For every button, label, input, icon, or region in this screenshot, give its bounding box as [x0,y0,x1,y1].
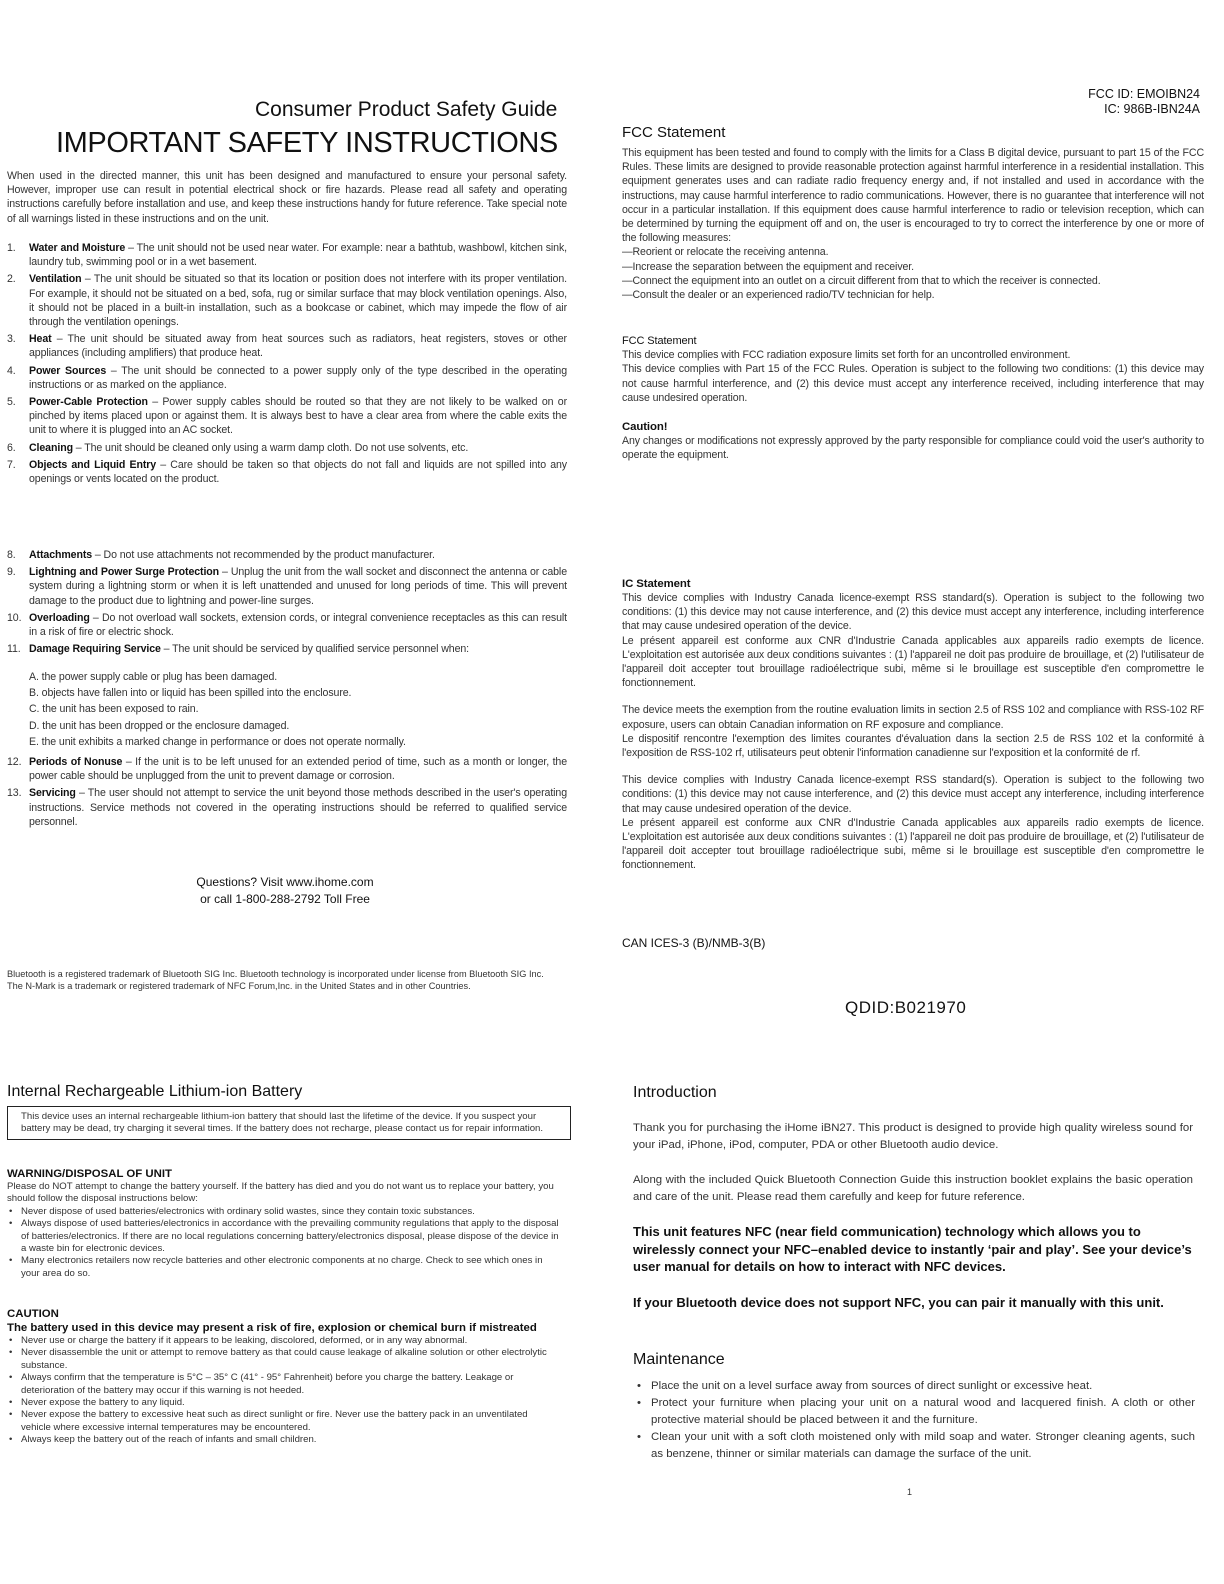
fcc-statement-heading: FCC Statement [622,124,726,141]
safety-instructions-title: IMPORTANT SAFETY INSTRUCTIONS [56,127,558,159]
safety-item-label: Power Sources [29,364,107,377]
safety-item-number: 8. [7,549,16,561]
qdid-label: QDID:B021970 [845,998,967,1017]
safety-item-label: Power-Cable Protection [29,396,148,409]
ic-en-1: This device complies with Industry Canada licence-exempt RSS standard(s). Operation is subject to the following two conditions: (1) this device may not cause interference, and (2) this device must accept any interference, including interference that may cause undesired operation of the device. [622,592,1204,633]
caution-bullets [7,1335,552,1447]
safety-item-label: Overloading [29,611,90,624]
warning-section [7,1167,562,1280]
warning-bullet: • Never dispose of used batteries/electronics with ordinary solid wastes, since they contain toxic substances. [7,1206,562,1218]
safety-item [7,332,567,360]
rss-en: The device meets the exemption from the routine evaluation limits in section 2.5 of RSS 102 and compliance with RSS-102 RF exposure, users can obtain Canadian information on RF exposure and compliance. [622,704,1204,731]
caution-heading: Caution! [622,421,668,433]
safety-item-text: – Unplug the unit from the wall socket and disconnect the antenna or cable system during a lightning storm or when it is left unattended and unused for long periods of time. This will prevent damage to the product due to lightning and power-line surges. [29,566,567,607]
safety-item-number: 7. [7,458,16,471]
fcc-id: FCC ID: EMOIBN24 [1088,87,1200,101]
safety-item-number: 11. [7,643,21,656]
fcc2-line1: This device complies with FCC radiation exposure limits set forth for an uncontrolled environment. [622,349,1071,362]
fcc-statement-body [622,146,1204,302]
fcc-measure: —Consult the dealer or an experienced radio/TV technician for help. [622,289,935,302]
safety-item-text: – The unit should be cleaned only using a warm damp cloth. Do not use solvents, etc. [72,441,469,454]
safety-item [7,565,567,608]
safety-item-text: – Care should be taken so that objects do not fall and liquids are not spilled into any openings or vents located on the product. [29,458,567,486]
safety-item [7,786,567,829]
contact-phone: or call 1-800-288-2792 Toll Free [200,892,370,906]
safety-list-3 [7,755,567,832]
safety-item-text: – Do not overload wall sockets, extension cords, or integral convenience receptacles as this can result in a risk of fire or electric shock. [29,611,567,639]
caution-bullet: • Never expose the battery to any liquid. [7,1397,552,1409]
introduction-heading: Introduction [633,1084,717,1101]
nfc-trademark: The N-Mark is a trademark or registered trademark of NFC Forum,Inc. in the United States and in other Countries. [7,981,471,992]
caution-bullet: • Never expose the battery to excessive heat such as direct sunlight or fire. Never use the battery pack in an unventilated vehicle where excessive internal temperatures may be encountered. [7,1409,552,1434]
warning-bullets [7,1206,562,1280]
caution-bullet: • Always confirm that the temperature is 5°C – 35° C (41° - 95° Fahrenheit) before you charge the battery. Leakage or deterioration of the battery may occur if this warning is not heeded. [7,1372,552,1397]
safety-item-text: – If the unit is to be left unused for an extended period of time, such as a month or longer, the power cable should be unplugged from the unit to prevent damage or corrosion. [29,756,568,783]
safety-item-number: 12. [7,756,22,768]
ic-id: IC: 986B-IBN24A [1104,102,1200,116]
safety-item-number: 2. [7,273,16,286]
contact-website: Questions? Visit www.ihome.com [196,875,374,889]
safety-item [7,458,567,486]
fcc-body-text: This equipment has been tested and found to comply with the limits for a Class B digital device, pursuant to part 15 of the FCC Rules. These limits are designed to provide reasonable protection against harmful interference in a residential installation. This equipment generates uses and can radiate radio frequency energy and, if not installed and used in accordance with the instructions, may cause harmful interference to radio communications. However, there is no guarantee that interference will not occur in a particular installation. If this equipment does cause harmful interference to radio or television reception, which can be determined by turning the equipment off and on, the user is encouraged to try to correct the interference by one or more of the following measures: [622,147,1204,245]
battery-heading: Internal Rechargeable Lithium-ion Battery [7,1083,303,1100]
caution-body: Any changes or modifications not expressly approved by the party responsible for compliance could void the user's authority to operate the equipment. [622,435,1204,462]
contact-info [150,874,420,908]
safety-item [7,642,567,656]
fcc2-line2: This device complies with Part 15 of the FCC Rules. Operation is subject to the following two conditions: (1) this device may not cause harmful interference, and (2) this device must accept any interference received, including interference that may cause undesired operation. [622,363,1204,404]
safety-item [7,548,567,562]
caution-bullet: • Always keep the battery out of the reach of infants and small children. [7,1434,552,1446]
battery-info-text: This device uses an internal rechargeable lithium-ion battery that should last the lifetime of the device. If you suspect your battery may be dead, try charging it several times. If the battery does not recharge, please contact us for repair information. [21,1111,544,1135]
battery-caution-heading: CAUTION [7,1308,59,1320]
caution-bullet: • Never use or charge the battery if it appears to be leaking, discolored, deformed, or in any way abnormal. [7,1335,552,1347]
fcc-statement-2 [622,334,1204,405]
battery-info-box [7,1106,571,1140]
page-number: 1 [907,1487,913,1497]
safety-item-text: – The user should not attempt to service the unit beyond those methods described in the user's operating instructions. Service methods not covered in the operating instructions should be referred to qualified service personnel. [29,787,567,828]
safety-item [7,272,567,329]
safety-item-text: – The unit should not be used near water. For example: near a bathtub, washbowl, kitchen sink, laundry tub, swimming pool or in a wet basement. [29,242,567,269]
nfc-notice [633,1223,1198,1311]
safety-item-label: Ventilation [29,273,82,286]
safety-item-text: – The unit should be situated so that its location or position does not interfere with its proper ventilation. For example, it should not be situated on a bed, sofa, rug or similar surface that may block ventilation openings. Also, it should not be placed in a built-in installation, such as a bookcase or cabinet, which may impede the flow of air through the ventilation openings. [29,273,567,329]
safety-item-number: 6. [7,441,16,454]
safety-item-number: 10. [7,611,22,624]
maintenance-bullets [633,1378,1195,1463]
warning-heading: WARNING/DISPOSAL OF UNIT [7,1168,172,1180]
fcc-measure: —Reorient or relocate the receiving antenna. [622,246,829,259]
maintenance-bullet: • Place the unit on a level surface away from sources of direct sunlight or excessive heat. [633,1378,1195,1395]
trademark-notes [7,968,562,992]
service-case: E. the unit exhibits a marked change in performance or does not operate normally. [29,735,406,748]
safety-item [7,441,567,455]
safety-item-number: 3. [7,333,16,346]
bluetooth-trademark: Bluetooth is a registered trademark of Bluetooth SIG Inc. Bluetooth technology is incorporated under license from Bluetooth SIG Inc. [7,969,544,979]
safety-item-text: – The unit should be situated away from heat sources such as radiators, heat registers, stoves or other appliances (including amplifiers) that produce heat. [29,333,567,360]
safety-item-label: Damage Requiring Service [29,643,161,656]
maintenance-bullet: • Clean your unit with a soft cloth moistened only with mild soap and water. Stronger cleaning agents, such as benzene, thinner or similar materials can damage the surface of the unit. [633,1429,1195,1463]
ices-label: CAN ICES-3 (B)/NMB-3(B) [622,936,766,950]
safety-item-label: Cleaning [29,441,73,454]
ic-statement-section [622,577,1204,873]
regulatory-ids [1088,87,1200,117]
safety-item-label: Lightning and Power Surge Protection [29,566,220,579]
warning-bullet: • Many electronics retailers now recycle batteries and other electronic components at no charge. Check to see which ones in your area do so. [7,1255,562,1280]
safety-item-label: Water and Moisture [29,242,126,254]
safety-guide-subtitle: Consumer Product Safety Guide [255,98,558,121]
service-case: B. objects have fallen into or liquid has been spilled into the enclosure. [29,687,352,700]
fcc2-heading: FCC Statement [622,335,697,347]
safety-item [7,364,567,392]
battery-caution-sub: The battery used in this device may present a risk of fire, explosion or chemical burn if mistreated [7,1322,537,1334]
intro-paragraph-2: Along with the included Quick Bluetooth Connection Guide this instruction booklet explains the basic operation and care of the unit. Please read them carefully and keep for future reference. [633,1174,1193,1203]
safety-item-text: – The unit should be serviced by qualified service personnel when: [160,643,470,656]
service-cases-list [29,670,569,751]
fcc-measures [622,245,1204,302]
warning-bullet: • Always dispose of used batteries/electronics in accordance with the prevailing community regulations that apply to the disposal of batteries/electronics. If there are no local regulations concerning battery/electronics disposal, please dispose of the device in a waste bin for electronic devices. [7,1218,562,1255]
safety-intro: When used in the directed manner, this unit has been designed and manufactured to ensure your personal safety. However, improper use can result in potential electrical shock or fire hazards. Please read all safety and operating instructions carefully before installation and use, and keep these instructions handy for future reference. Take special note of all warnings listed in these instructions and on the unit. [7,170,567,225]
battery-caution-section [7,1307,552,1447]
safety-item-number: 5. [7,396,16,409]
service-case: C. the unit has been exposed to rain. [29,703,199,716]
safety-item-label: Objects and Liquid Entry [29,458,157,471]
safety-item [7,755,567,783]
safety-item [7,611,567,639]
safety-item-text: – Do not use attachments not recommended by the product manufacturer. [92,549,435,561]
maintenance-heading: Maintenance [633,1351,725,1368]
safety-item-number: 1. [7,242,16,254]
safety-item-label: Attachments [29,549,93,561]
safety-item-text: – The unit should be connected to a power supply only of the type described in the operating instructions or as marked on the appliance. [29,364,567,391]
ic-heading: IC Statement [622,578,691,590]
service-case: D. the unit has been dropped or the enclosure damaged. [29,719,290,732]
caution-section [622,420,1204,462]
maintenance-bullet: • Protect your furniture when placing your unit on a natural wood and lacquered finish. A cloth or other protective material should be placed between it and the furniture. [633,1395,1195,1429]
fcc-measure: —Increase the separation between the equipment and receiver. [622,260,914,273]
safety-item-label: Heat [29,333,52,346]
safety-item-label: Periods of Nonuse [29,756,123,768]
ic-fr-1: Le présent appareil est conforme aux CNR d'Industrie Canada applicables aux appareils radio exempts de licence. L'exploitation est autorisée aux deux conditions suivantes : (1) l'appareil ne doit pas produire de brouillage, et (2) l'utilisateur de l'appareil doit accepter tout brouillage radioélectrique subi, même si le brouillage est susceptible d'en compromettre le fonctionnement. [622,634,1204,690]
warning-body: Please do NOT attempt to change the battery yourself. If the battery has died and you do not want us to replace your battery, you should follow the disposal instructions below: [7,1181,554,1205]
rss-fr: Le dispositif rencontre l'exemption des limites courantes d'évaluation dans la section 2.5 de RSS 102 et la conformité à l'exposition de RSS-102 rf, utilisateurs peut obtenir l'information canadienne sur l'exposition et la conformité de rf. [622,732,1204,760]
safety-item [7,241,567,269]
caution-bullet: • Never disassemble the unit or attempt to remove battery as that could cause leakage of alkaline solution or other electrolytic substance. [7,1347,552,1372]
safety-list-2 [7,548,567,659]
ic-fr-2: Le présent appareil est conforme aux CNR d'Industrie Canada applicables aux appareils radio exempts de licence. L'exploitation est autorisée aux deux conditions suivantes : (1) l'appareil ne doit pas produire de brouillage, et (2) l'utilisateur de l'appareil doit accepter tout brouillage radioélectrique subi, même si le brouillage est susceptible d'en compromettre le fonctionnement. [622,816,1204,872]
nfc-paragraph-2: If your Bluetooth device does not support NFC, you can pair it manually with this unit. [633,1294,1164,1310]
safety-list-1 [7,241,567,489]
intro-paragraph-1: Thank you for purchasing the iHome iBN27. This product is designed to provide high quality wireless sound for your iPad, iPhone, iPod, computer, PDA or other Bluetooth audio device. [633,1122,1193,1151]
introduction-body [633,1120,1193,1206]
ic-en-2: This device complies with Industry Canada licence-exempt RSS standard(s). Operation is subject to the following two conditions: (1) this device may not cause interference, and (2) this device must accept any interference, including interference that may cause undesired operation of the device. [622,774,1204,815]
safety-item-text: – Power supply cables should be routed so that they are not likely to be walked on or pinched by items placed upon or against them. It is always best to have a clear area from where the cable exits the unit to where it is plugged into an AC socket. [29,396,568,437]
safety-item [7,395,567,438]
safety-item-number: 13. [7,787,22,800]
fcc-measure: —Connect the equipment into an outlet on a circuit different from that to which the receiver is connected. [622,274,1101,287]
safety-item-label: Servicing [29,787,76,800]
safety-item-number: 4. [7,364,16,377]
nfc-paragraph-1: This unit features NFC (near field communication) technology which allows you to wirelessly connect your NFC–enabled device to instantly ‘pair and play’. See your device’s user manual for details on how to interact with NFC devices. [633,1224,1192,1274]
safety-item-number: 9. [7,566,16,579]
service-case: A. the power supply cable or plug has been damaged. [29,671,278,683]
